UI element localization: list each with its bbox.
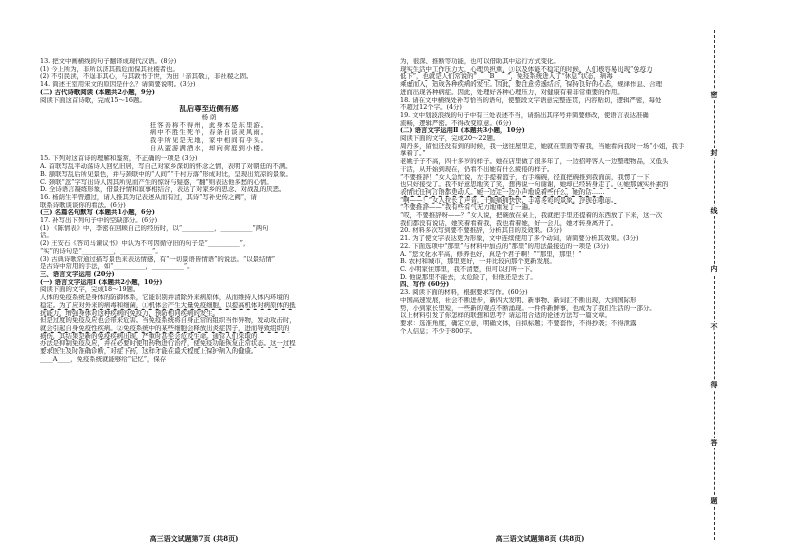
exam-page-8: [390, 0, 690, 552]
text-line: D. 他说那里不能去，太危险了，但他还是去了。: [400, 273, 537, 281]
text-line: B. 农村和城市，那里更好，一并比较向那个更新发展。: [400, 258, 556, 266]
text-line: 拿着了。”: [400, 150, 426, 158]
text-line: 18. 请在文中横线处补写恰当的语句，使整段文字语意完整连贯，内容贴切，逻辑严密，每处: [400, 96, 662, 104]
seal-char: 内: [707, 264, 721, 274]
text-line: 以上材料引发了你怎样的联想和思考？请运用合适的论述方法写一篇文章。: [400, 312, 611, 320]
text-line: 19. 文中划波浪线的句子中有三处表述不当，请指出其序号并简要修改，使语言表达准确: [400, 111, 649, 119]
text-line: 三、语言文字运用 (20分): [40, 270, 115, 278]
text-line: 中国高速发展，社会不断进步，新四大发明、新事物、新词汇不断出现，大到国际形: [400, 296, 637, 304]
text-line: 也只好接受了。我不好意思地笑了笑，想再说一句谢谢，她却已经转身走了。④她那诚实朴素的: [400, 181, 669, 189]
text-line: 流畅，逻辑严密。不得改变原意。(6分): [400, 119, 512, 127]
text-line: C. 小明家住那里，我不清楚，但可以打听一下。: [400, 265, 537, 273]
text-line: 抗能力，增强身体对这种疾病的免疫力，预防相同疾病的发生。: [40, 309, 219, 317]
text-line: (1) 《陈情表》中，李密在回顾自己的经历时，以“__________，__________”两句: [40, 224, 269, 232]
text-line: A. 首联写乱平动荡诗人回忆旧居，写自己对家乡深切的怀念之情，表明了对朝廷的不满。: [40, 163, 292, 171]
text-line: 老姚子子不高，四十多岁的样子。她在店里做了很多年了，一边招呼客人一边整理物品，又低头: [400, 158, 669, 166]
page-7-footer: 高三语文试题第7页 (共8页): [149, 534, 239, 543]
text-line: 但是过度的免疫反应也会带来危害。当免疫系统将自身正常的组织当作异物，发动攻击时，: [40, 317, 296, 325]
text-line: 办法是抑制免疫反应，并在必要时使用药物进行治疗，使免疫功能恢复正常状态。这一过程: [40, 340, 296, 348]
text-line: A. “您文化水平高，修养也好，真是个君子啊！”“那里，那里！”: [400, 250, 582, 258]
text-line: 是古诗中常用的手法，如“__________，__________”。: [40, 263, 194, 271]
text-line: 为，很深、推断等功能，也可以借助其中运行方式变化。: [400, 58, 560, 65]
text-line: 要求医生及时准确诊断，对症下药，这样才能在最大程度上保护病人的健康。: [40, 348, 258, 356]
seal-char: 封: [707, 148, 721, 158]
text-line: (三) 名篇名句默写 (本题共1小题，6分): [40, 209, 155, 217]
text-line: 进而出现各种病症。因此，处理好各种心理压力，对健康有着非常重要的作用。: [400, 88, 624, 96]
text-line: 就会引起自身免疫性疾病。②免疫系统中的某些细胞会释放出炎症因子，进而导致组织的: [40, 324, 290, 332]
text-line: 我乎所见是无地，家中相间有乎头。: [149, 137, 269, 145]
text-line: 稳定。为了应对外来的病毒和细菌，①机体会产生大量免疫细胞，以提高机体对病原体的抵: [40, 301, 296, 309]
text-line: C. 颈联“忽”字写出诗人因其所见而产生的惊讶与疑惑，“翻”则表达他多愁的心情。: [40, 178, 273, 186]
text-line: “哎，不要推辞呀——？”女人说，把碗放在桌上，我就把手里还提着的东西放了下来，这一次: [400, 212, 663, 220]
seal-char: 答: [707, 438, 721, 448]
text-line: (1) 今上所为，非所以济其孤危而保其社稷者也。: [40, 65, 179, 73]
page-8-footer: 高三语文试题第8页 (共8页): [495, 534, 585, 543]
text-line: 表情比任何言语都更动人。她一边走一边小声地说着些什么，她的话……: [400, 188, 605, 196]
text-line: 17. 补写出下列句子中的空缺部分。(6分): [40, 217, 158, 225]
page-7-text-column: [40, 58, 378, 363]
text-line: 要求：选准角度，确定立意，明确文体，自拟标题；不要套作，不得抄袭；不得泄露: [400, 319, 637, 327]
seal-char: 密: [707, 90, 721, 100]
seal-char: 不: [707, 322, 721, 332]
text-line: 乱后尊至近侧有感: [179, 105, 239, 113]
text-line: 阅读下面这首诗歌，完成15～16题。: [40, 96, 146, 104]
text-line: 16. 杨荫生平曾遭过，请人推其为记表述从而有过，其诗“写补史传之阙”，请: [40, 193, 257, 201]
text-line: 14. 简述王室用宋文的原因是什么？请简要说明。(3分): [40, 81, 196, 89]
text-line: 狂客善称不得州，此身本是东里游。: [149, 121, 269, 129]
text-line: 13. 把文中画横线的句子翻译成现代汉语。(8分): [40, 58, 177, 65]
text-line: 20. 材料多次写到要不要推辞，分析其目的及效果。(3分): [400, 227, 562, 235]
text-line: 个人信息；不少于800字。: [400, 327, 477, 335]
text-line: (一) 语言文字运用Ⅰ (本题共2小题，10分): [40, 278, 163, 286]
page-8-text-column: [400, 58, 686, 335]
text-line: 周丹多，留恒还没有到的时候，我一送往屋里走，她就在里面等着我，当她看向我时一场“小姐，我手: [400, 142, 685, 150]
text-line: “实”的诗句是“__________，__________”。: [40, 247, 162, 255]
text-line: 低下”，也就是人们常说的“____B____”，免疫系统进入了“休息”状态，病毒: [400, 73, 613, 81]
seal-char: 得: [707, 380, 721, 390]
text-line: 22. 下面选项中“那里”与材料中加点的“那里”的用法最接近的一项是 (3分): [400, 242, 609, 250]
text-line: 21. 为了使文字表达更为形象，文中连续使用了多个动词，请简要分析其效果。(3分): [400, 235, 639, 243]
text-line: (2) 不引民渎，不逞非其心，与其敦书于世，为田「亲其敬」，非社稷之固。: [40, 73, 253, 81]
text-line: 损伤，其结果是新的免疫疾病出现，严重时甚至会危及生命。通常人们采取的: [40, 332, 258, 340]
text-line: (二) 古代诗歌阅读 (本题共2小题，9分): [40, 88, 155, 96]
text-line: (3) 古典诗歌常通过描写景色来表达情感，有“一切景语皆情语”的说法。“以景结情”: [40, 255, 276, 263]
seal-char: 线: [707, 206, 721, 216]
text-line: 23. 阅读下面的材料，根据要求写作。(60分): [400, 289, 528, 297]
text-line: ____A____，免疫系统就能够给“记忆”，保存: [40, 355, 167, 363]
text-line: “啊——！”女人拉长了声音，干脆痛痛快快，丰富多彩的景象，浮现在眼前。: [400, 196, 618, 204]
text-line: 四、写作 (60分): [400, 281, 450, 289]
text-line: 势，小到家长里短，一些新的观点不断涌现。一件件新鲜事，也成为了我们生活的一部分。: [400, 304, 656, 312]
text-line: 病中不胜生死羊，春条自谈灵风雨。: [149, 129, 269, 137]
text-line: 不超过12个字。(4分): [400, 104, 462, 112]
text-line: (2) 王安石《答司马谏议书》中认为不可因循守旧的句子是“__________”，: [40, 240, 250, 248]
text-line: 自从蛮游满酒水，却向荷庭到小楼。: [149, 144, 269, 152]
seal-char: 题: [707, 496, 721, 506]
text-line: 15. 下列对这首诗的理解和鉴赏，不正确的一项是 (3分): [40, 155, 198, 163]
text-line: 干活，从开始到现在，仍看不出她有什么疲倦的样子。: [400, 165, 554, 173]
text-line: 现实生活中工作压力大，心理负担重，③以及体能不稳定的时候，人们极容易出现“免疫力: [400, 65, 653, 73]
text-line: 人体的免疫系统是身体的防御体系，它能识别并清除外来病原体，从而维持人体内环境的: [40, 294, 290, 302]
text-line: 话。: [40, 232, 53, 240]
seal-line: [700, 30, 730, 540]
text-line: 乘虚而入，造成各种疾病的发生。因此，要注意劳逸结合，保持良好的心态，规律作息、合理: [400, 81, 663, 89]
text-line: “不要推辞！”女人急忙说，左手提着篮子，右手端碗，径直把碗推到我面前，我愣了一下: [400, 173, 650, 181]
text-line: (二) 语言文字运用Ⅱ (本题共3小题，10分): [400, 127, 525, 135]
text-line: 阅读下面的文字，完成18～19题。: [40, 286, 140, 294]
text-line: “不要推辞——”我有些有气无力地重复了一遍。: [400, 204, 535, 212]
text-line: B. 颔联写乱后所见景色，并与颈联中的“人间”“千村万落”形成对比，呈现出荒凉的景象。: [40, 170, 292, 178]
text-line: D. 全诗语言凝练形象，借景抒情和叙事相结合，表达了对家乡的思念、对战乱的厌恶。: [40, 186, 286, 194]
text-line: 我们都没有说话，她笑着看着我，我也看着她，好一会儿，她才转身离开了。: [400, 219, 618, 227]
seal-dashed-line: [714, 30, 715, 540]
exam-page-7: [0, 0, 388, 552]
text-line: 联系诗歌谈谈你的看法。(6分): [40, 201, 126, 209]
text-line: 杨 荫: [201, 113, 217, 121]
text-line: 阅读下面的文字，完成20～22题。: [400, 135, 500, 143]
